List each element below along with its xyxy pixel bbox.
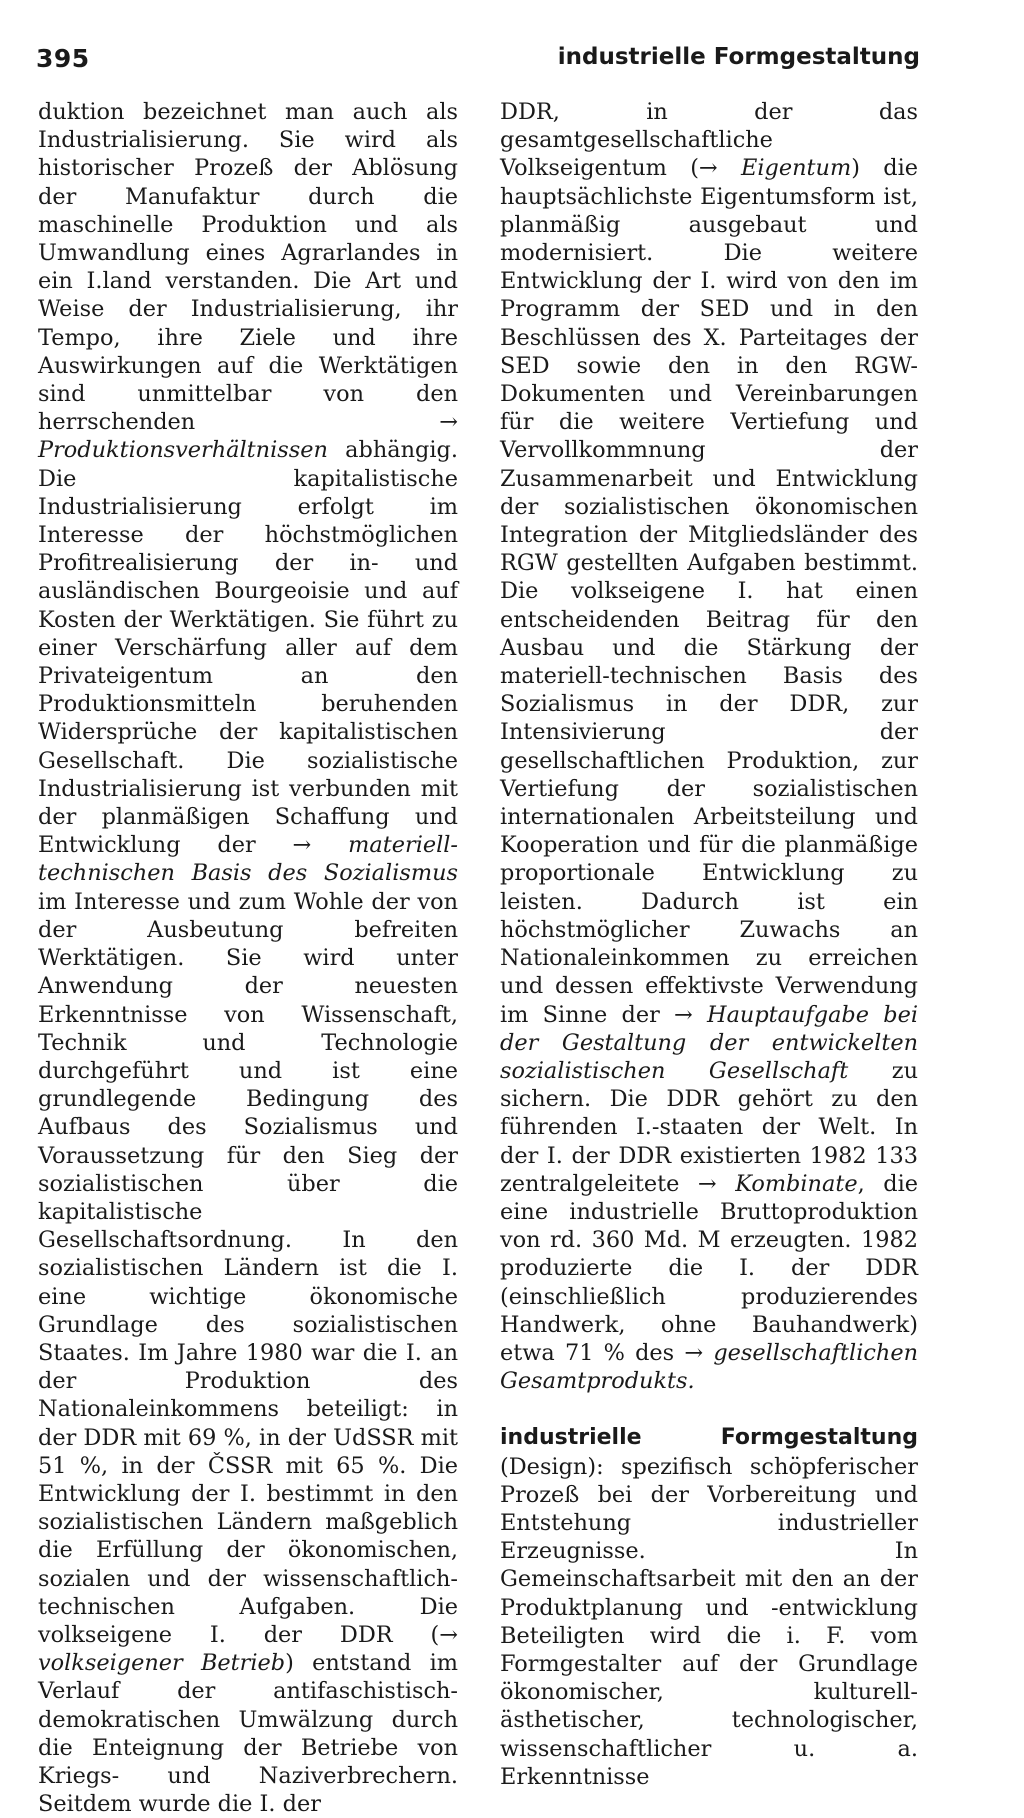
- cross-reference: Produktionsverhältnissen: [38, 437, 328, 464]
- right-column: [500, 98, 918, 1791]
- running-head: industrielle Formgestaltung: [557, 44, 920, 70]
- entry-headword: industrielle Formgestaltung: [500, 1425, 918, 1451]
- formgestaltung-entry: [500, 1423, 918, 1791]
- text-run: ) entstand im Verlauf der antifaschistisch-demokratischen Umwälzung durch die Enteignung der Betriebe von Kriegs- und Naziverbrechern. Seitdem wurde die I. der: [38, 1650, 458, 1818]
- text-run: abhängig. Die kapitalistische Industrialisierung erfolgt im Interesse der höchstmöglichen Profitrealisierung der in- und ausländischen Bourgeoisie und auf Kosten der Werktätigen. Sie führt zu einer Verschärfung aller auf dem Privateigentum an den Produktionsmitteln beruhenden Widersprüche der kapitalistischen Gesellschaft. Die sozialistische Industrialisierung ist verbunden mit der planmäßigen Schaffung und Entwicklung der →: [38, 437, 458, 859]
- industrialisierung-paragraph: [38, 98, 458, 1818]
- entry-gap: [500, 1395, 918, 1423]
- cross-reference: Eigentum: [741, 155, 852, 182]
- text-run: im Interesse und zum Wohle der von der Ausbeutung befreiten Werktätigen. Sie wird unter Anwendung der neuesten Erkenntnisse von Wissenschaft, Technik und Technologie durchgeführt und ist eine grundlegende Bedingung des Aufbaus des Sozialismus und Voraussetzung für den Sieg der sozialistischen über die kapitalistische Gesellschaftsordnung. In den sozialistischen Ländern ist die I. eine wichtige ökonomische Grundlage des sozialistischen Staates. Im Jahre 1980 war die I. an der Produktion des Nationaleinkommens beteiligt: in der DDR mit 69 %, in der UdSSR mit 51 %, in der ČSSR mit 65 %. Die Entwicklung der I. bestimmt in den sozialistischen Ländern maßgeblich die Erfüllung der ökonomischen, sozialen und der wissenschaftlich-technischen Aufgaben. Die volkseigene I. der DDR (→: [38, 888, 458, 1648]
- text-run: duktion bezeichnet man auch als Industrialisierung. Sie wird als historischer Prozeß der Ablösung der Manufaktur durch die maschinelle Produktion und als Umwandlung eines Agrarlandes in ein I.land verstanden. Die Art und Weise der Industrialisierung, ihr Tempo, ihre Ziele und ihre Auswirkungen auf die Werktätigen sind unmittelbar von den herrschenden →: [38, 99, 458, 436]
- left-column: [38, 98, 458, 1818]
- cross-reference: gesellschaftlichen Gesamtprodukts.: [500, 1339, 918, 1395]
- cross-reference: volkseigener Betrieb: [38, 1650, 286, 1677]
- page-number: 395: [36, 44, 90, 73]
- page-header: [30, 38, 920, 80]
- text-run: ) die hauptsächlichste Eigentumsform ist, planmäßig ausgebaut und modernisiert. Die weitere Entwicklung der I. wird von den im Programm der SED und in den Beschlüssen des X. Parteitages der SED sowie den in den RGW-Dokumenten und Vereinbarungen für die weitere Vertiefung und Vervollkommnung der Zusammenarbeit und Entwicklung der sozialistischen ökonomischen Integration der Mitgliedsländer des RGW gestellten Aufgaben bestimmt. Die volkseigene I. hat einen entscheidenden Beitrag für den Ausbau und die Stärkung der materiell-technischen Basis des Sozialismus in der DDR, zur Intensivierung der gesellschaftlichen Produktion, zur Vertiefung der sozialistischen internationalen Arbeitsteilung und Kooperation und für die planmäßige proportionale Entwicklung zu leisten. Dadurch ist ein höchstmöglicher Zuwachs an Nationaleinkommen zu erreichen und dessen effektivste Verwendung im Sinne der →: [500, 155, 918, 1028]
- entry-text: (Design): spezifisch schöpferischer Prozeß bei der Vorbereitung und Entstehung industrieller Erzeugnisse. In Gemeinschaftsarbeit mit den an der Produktplanung und -entwicklung Beteiligten wird die i. F. vom Formgestalter auf der Grundlage ökonomischer, kulturell-ästhetischer, technologischer, wissenschaftlicher u. a. Erkenntnisse: [500, 1453, 918, 1790]
- text-run: zu sichern. Die DDR gehört zu den führenden I.-staaten der Welt. In der I. der DDR existierten 1982 133 zentralgeleitete →: [500, 1057, 918, 1197]
- cross-reference: Kombinate: [735, 1170, 858, 1197]
- text-run: , die eine industrielle Bruttoproduktion von rd. 360 Md. M erzeugten. 1982 produzierte die I. der DDR (einschließlich produzierendes Handwerk, ohne Bauhandwerk) etwa 71 % des →: [500, 1170, 918, 1366]
- text-run: DDR, in der das gesamtgesellschaftliche Volkseigentum (→: [500, 99, 918, 182]
- cross-reference: Hauptaufgabe bei der Gestaltung der entwickelten sozialistischen Gesellschaft: [500, 1001, 918, 1084]
- industrie-ddr-paragraph: [500, 98, 918, 1395]
- cross-reference: materiell-technischen Basis des Sozialismus: [38, 832, 458, 887]
